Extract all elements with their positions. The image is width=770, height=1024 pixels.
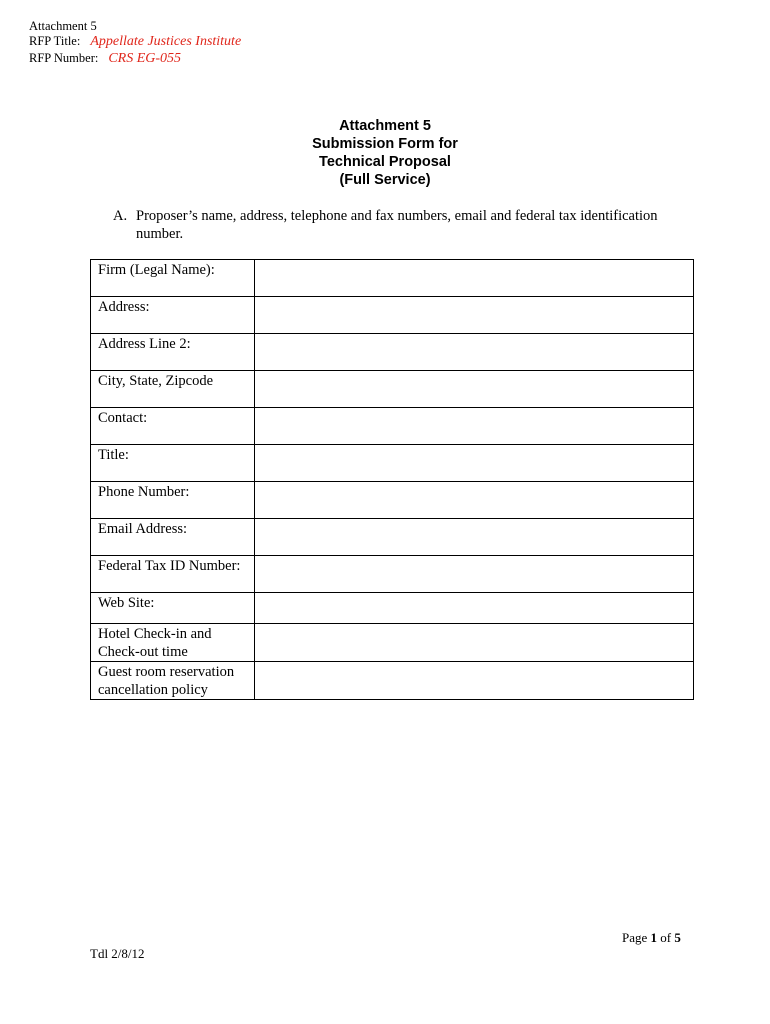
- contact-field[interactable]: [255, 408, 694, 445]
- proposer-info-table: [90, 259, 694, 700]
- firm-name-field[interactable]: [255, 260, 694, 297]
- title-line-3: Technical Proposal: [319, 154, 451, 170]
- table-row: [91, 371, 694, 408]
- field-label: Guest room reservation cancellation policy: [91, 662, 255, 700]
- rfp-number-line: [29, 50, 181, 67]
- field-label: Phone Number:: [91, 482, 255, 519]
- field-label: City, State, Zipcode: [91, 371, 255, 408]
- table-row: [91, 297, 694, 334]
- page-prefix: Page: [622, 930, 648, 945]
- table-row: [91, 482, 694, 519]
- page-current: 1: [650, 930, 658, 945]
- rfp-number-value: CRS EG-055: [108, 51, 182, 66]
- field-label: Email Address:: [91, 519, 255, 556]
- field-label: Web Site:: [91, 593, 255, 624]
- hotel-checkin-checkout-field[interactable]: [255, 624, 694, 662]
- document-title: [0, 117, 770, 189]
- table-row: [91, 408, 694, 445]
- web-site-field[interactable]: [255, 593, 694, 624]
- rfp-title-line: [29, 33, 241, 50]
- table-row: [91, 662, 694, 700]
- rfp-title-value: Appellate Justices Institute: [90, 34, 242, 49]
- title-line-2: Submission Form for: [312, 136, 458, 152]
- table-row: [91, 334, 694, 371]
- field-label: Title:: [91, 445, 255, 482]
- page-of: of: [660, 930, 672, 945]
- field-label: Contact:: [91, 408, 255, 445]
- section-a-letter: A.: [113, 208, 128, 224]
- rfp-number-label: RFP Number:: [29, 51, 99, 65]
- title-line-1: Attachment 5: [339, 118, 431, 134]
- page-number: [622, 930, 681, 946]
- field-label: Firm (Legal Name):: [91, 260, 255, 297]
- attachment-label-text: Attachment 5: [29, 19, 97, 33]
- table-row: [91, 593, 694, 624]
- attachment-label: [29, 18, 97, 34]
- address-line-2-field[interactable]: [255, 334, 694, 371]
- city-state-zip-field[interactable]: [255, 371, 694, 408]
- section-a-text: Proposer’s name, address, telephone and fax numbers, email and federal tax identification number.: [136, 208, 658, 242]
- phone-number-field[interactable]: [255, 482, 694, 519]
- table-row: [91, 445, 694, 482]
- email-address-field[interactable]: [255, 519, 694, 556]
- field-label: Hotel Check-in and Check-out time: [91, 624, 255, 662]
- table-row: [91, 260, 694, 297]
- title-line-4: (Full Service): [339, 172, 431, 188]
- page-total: 5: [674, 930, 681, 945]
- title-field[interactable]: [255, 445, 694, 482]
- field-label: Federal Tax ID Number:: [91, 556, 255, 593]
- cancellation-policy-field[interactable]: [255, 662, 694, 700]
- table-row: [91, 624, 694, 662]
- address-field[interactable]: [255, 297, 694, 334]
- rfp-title-label: RFP Title:: [29, 34, 81, 48]
- federal-tax-id-field[interactable]: [255, 556, 694, 593]
- field-label: Address:: [91, 297, 255, 334]
- field-label: Address Line 2:: [91, 334, 255, 371]
- table-row: [91, 556, 694, 593]
- section-a-instruction: [113, 207, 693, 243]
- document-code: Tdl 2/8/12: [90, 946, 145, 961]
- table-row: [91, 519, 694, 556]
